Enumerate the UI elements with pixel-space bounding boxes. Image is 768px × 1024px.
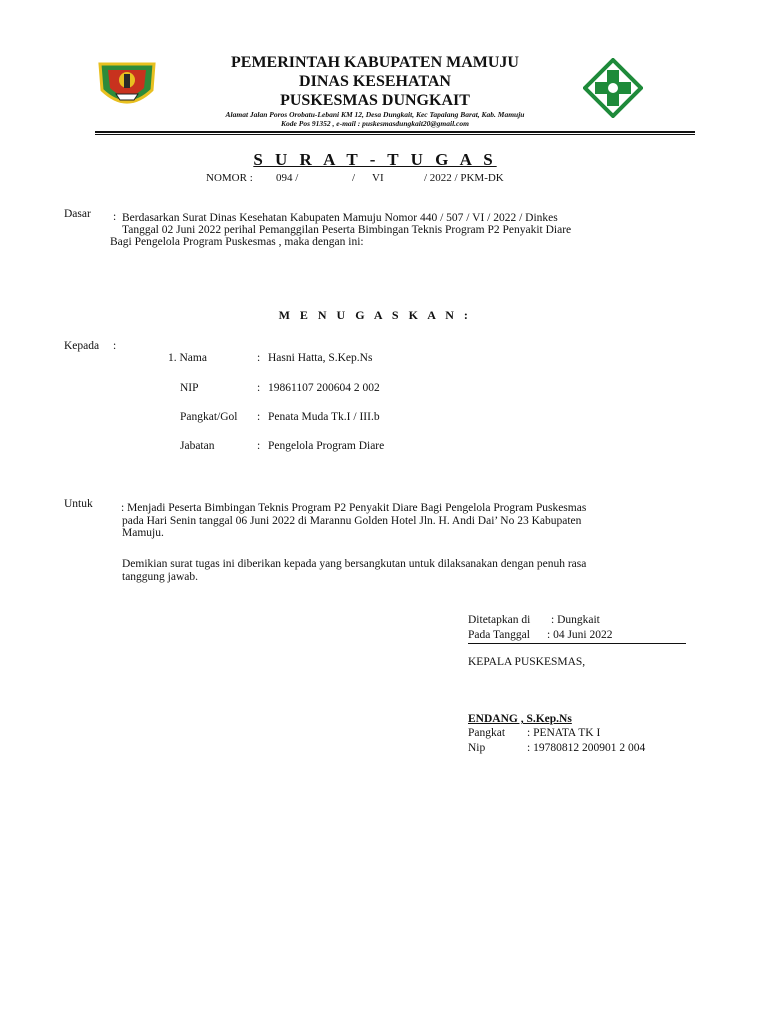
nip-label: Nip bbox=[468, 742, 486, 754]
header-puskesmas: PUSKESMAS DUNGKAIT bbox=[280, 92, 470, 109]
kepada-label: Kepada bbox=[64, 340, 100, 352]
nomor-label: NOMOR : bbox=[206, 172, 253, 184]
dasar-line-3: Bagi Pengelola Program Puskesmas , maka dengan ini: bbox=[110, 236, 364, 248]
field-label-pangkat: Pangkat/Gol bbox=[180, 411, 238, 423]
untuk-label: Untuk bbox=[64, 498, 93, 510]
field-value-nip: 19861107 200604 2 002 bbox=[268, 382, 380, 394]
field-colon: : bbox=[257, 352, 261, 364]
nomor-month: VI bbox=[372, 172, 384, 184]
untuk-line-1: : Menjadi Peserta Bimbingan Teknis Program P2 Penyakit Diare Bagi Pengelola Program Puskesmas bbox=[121, 502, 587, 514]
signer-position: KEPALA PUSKESMAS, bbox=[468, 656, 586, 668]
ditetapkan-label: Ditetapkan di bbox=[468, 614, 531, 626]
signature-rule bbox=[468, 643, 686, 644]
header-address: Alamat Jalan Poros Orobatu-Lebani KM 12, Desa Dungkait, Kec Tapalang Barat, Kab. Mamuju bbox=[225, 110, 525, 119]
field-value-jabatan: Pengelola Program Diare bbox=[268, 440, 385, 452]
dasar-label: Dasar bbox=[64, 208, 91, 220]
signer-name: ENDANG , S.Kep.Ns bbox=[468, 713, 572, 725]
header-department: DINAS KESEHATAN bbox=[299, 73, 451, 90]
puskesmas-cross-icon bbox=[583, 58, 643, 118]
ditetapkan-value: : Dungkait bbox=[551, 614, 600, 626]
field-value-nama: Hasni Hatta, S.Kep.Ns bbox=[268, 352, 373, 364]
header-rule-thin bbox=[95, 134, 695, 135]
kepada-colon: : bbox=[113, 340, 117, 352]
closing-line-2: tanggung jawab. bbox=[122, 571, 199, 583]
field-colon: : bbox=[257, 411, 261, 423]
dasar-line-1: Berdasarkan Surat Dinas Kesehatan Kabupaten Mamuju Nomor 440 / 507 / VI / 2022 / Dinkes bbox=[122, 212, 558, 224]
nomor-number: 094 / bbox=[276, 172, 299, 184]
untuk-line-3: Mamuju. bbox=[122, 527, 164, 539]
header-postal-email: Kode Pos 91352 , e-mail : puskesmasdungkait20@gmail.com bbox=[281, 119, 469, 128]
field-label-nama: 1. Nama bbox=[168, 352, 207, 364]
field-colon: : bbox=[257, 440, 261, 452]
dasar-colon: : bbox=[113, 211, 117, 223]
field-label-jabatan: Jabatan bbox=[180, 440, 215, 452]
nip-value: : 19780812 200901 2 004 bbox=[527, 742, 646, 754]
field-value-pangkat: Penata Muda Tk.I / III.b bbox=[268, 411, 380, 423]
header-rule-thick bbox=[95, 131, 695, 133]
untuk-line-2: pada Hari Senin tanggal 06 Juni 2022 di Marannu Golden Hotel Jln. H. Andi Dai’ No 23 Kabupaten bbox=[122, 515, 582, 527]
nomor-slash: / bbox=[352, 172, 356, 184]
tanggal-value: : 04 Juni 2022 bbox=[547, 629, 613, 641]
field-label-nip: NIP bbox=[180, 382, 199, 394]
tanggal-label: Pada Tanggal bbox=[468, 629, 530, 641]
pangkat-value: : PENATA TK I bbox=[527, 727, 601, 739]
header-government: PEMERINTAH KABUPATEN MAMUJU bbox=[231, 54, 519, 71]
field-colon: : bbox=[257, 382, 261, 394]
closing-line-1: Demikian surat tugas ini diberikan kepada yang bersangkutan untuk dilaksanakan dengan penuh rasa bbox=[122, 558, 587, 570]
dasar-line-2: Tanggal 02 Juni 2022 perihal Pemanggilan Peserta Bimbingan Teknis Program P2 Penyakit Diare bbox=[122, 224, 572, 236]
nomor-tail: / 2022 / PKM-DK bbox=[424, 172, 504, 184]
document-title: S U R A T - T U G A S bbox=[253, 150, 497, 169]
pangkat-label: Pangkat bbox=[468, 727, 506, 739]
regency-emblem-icon bbox=[96, 56, 158, 112]
menugaskan-heading: M E N U G A S K A N : bbox=[278, 308, 472, 322]
